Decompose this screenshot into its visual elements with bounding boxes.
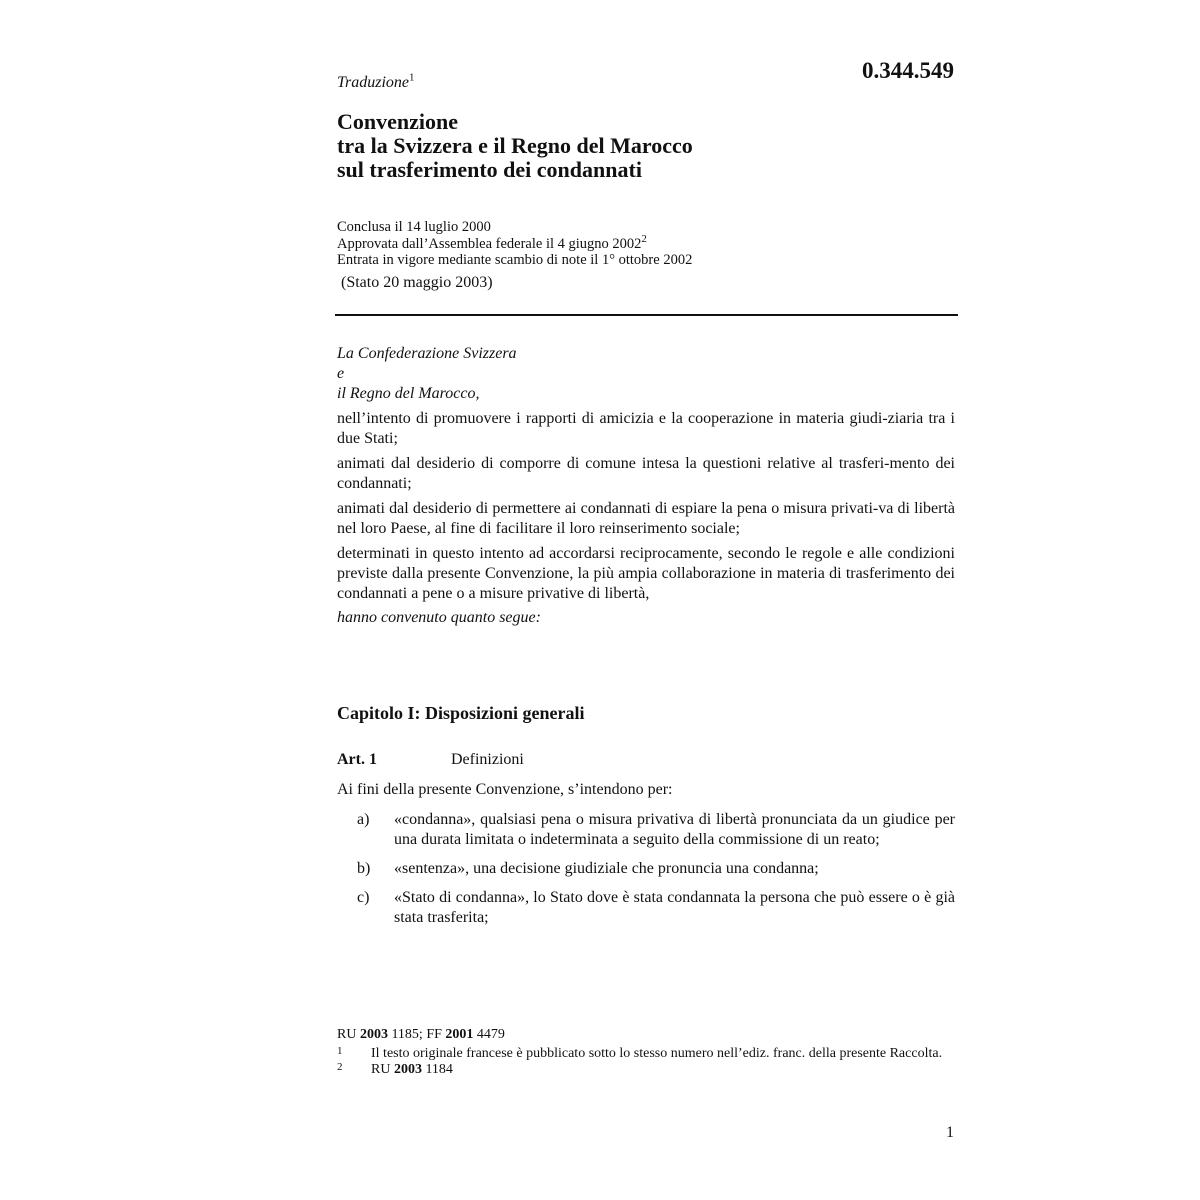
- article-title: Definizioni: [451, 751, 524, 768]
- footnotes: [337, 1046, 957, 1078]
- title-line-3: sul trasferimento dei condannati: [337, 157, 642, 182]
- article-intro: Ai fini della presente Convenzione, s’intendono per:: [337, 781, 673, 798]
- entry-into-force: Entrata in vigore mediante scambio di note il 1° ottobre 2002: [337, 252, 693, 268]
- preamble-paragraph-3: animati dal desiderio di permettere ai condannati di espiare la pena o misura privati-va di libertà nel loro Paese, al fine di facilitare il loro reinserimento sociale;: [337, 500, 955, 537]
- list-item-letter: b): [357, 860, 371, 877]
- footnote-ref-1[interactable]: 1: [409, 71, 415, 84]
- footnote-number: 2: [337, 1061, 343, 1073]
- list-item: [357, 810, 955, 850]
- approved-date: [337, 232, 957, 253]
- ru-year: 2003: [359, 1027, 388, 1042]
- footnote-number: 1: [337, 1045, 343, 1057]
- translation-text: Traduzione: [337, 74, 410, 91]
- document-metadata: [337, 219, 957, 269]
- party-2: il Regno del Marocco,: [337, 385, 480, 402]
- ru-number: 1185; FF: [391, 1027, 442, 1042]
- list-item: [357, 888, 955, 928]
- list-item-text: «condanna», qualsiasi pena o misura privativa di libertà pronunciata da un giudice per una durata limitata o indeterminata a seguito della commissione di un reato;: [394, 811, 955, 848]
- preamble: [337, 344, 955, 628]
- footnote-ru-year: 2003: [393, 1062, 422, 1077]
- document-title: [337, 110, 957, 182]
- ru-label: RU: [337, 1027, 357, 1042]
- party-conjunction: e: [337, 365, 345, 382]
- list-item-text: «Stato di condanna», lo Stato dove è stata condannata la persona che può essere o è già stata trasferita;: [394, 889, 955, 926]
- page-number: 1: [946, 1124, 954, 1141]
- ff-year: 2001: [445, 1027, 474, 1042]
- preamble-paragraph-2: animati dal desiderio di comporre di comune intesa la questioni relative al trasferi-mento dei condannati;: [337, 455, 955, 492]
- footnote-ru-number: 1184: [425, 1062, 453, 1077]
- footnote-ru-label: RU: [371, 1062, 391, 1077]
- list-item-text: «sentenza», una decisione giudiziale che pronuncia una condanna;: [394, 860, 819, 877]
- chapter-heading: Capitolo I: Disposizioni generali: [337, 703, 585, 723]
- list-item: [357, 859, 955, 879]
- header-divider: [335, 314, 958, 316]
- list-item-letter: c): [357, 889, 370, 906]
- article-number: Art. 1: [337, 751, 377, 768]
- list-item-letter: a): [357, 811, 370, 828]
- preamble-paragraph-1: nell’intento di promuovere i rapporti di amicizia e la cooperazione in materia giudi-ziaria tra i due Stati;: [337, 410, 955, 447]
- footnote-1: [337, 1046, 957, 1062]
- translation-label: [337, 71, 415, 92]
- preamble-closing: hanno convenuto quanto segue:: [337, 609, 541, 626]
- sr-number: 0.344.549: [862, 58, 954, 83]
- footnote-text: [371, 1062, 957, 1078]
- preamble-paragraph-4: determinati in questo intento ad accordarsi reciprocamente, secondo le regole e alle condizioni previste dalla presente Convenzione, la più ampia collaborazione in materia di trasferimento dei condannati a pene o a misure privative di libertà,: [337, 545, 955, 602]
- title-line-2: tra la Svizzera e il Regno del Marocco: [337, 133, 693, 158]
- footnote-text: Il testo originale francese è pubblicato sotto lo stesso numero nell’ediz. franc. della presente Raccolta.: [371, 1046, 943, 1061]
- footnote-2: [337, 1062, 957, 1078]
- status-date: (Stato 20 maggio 2003): [341, 274, 493, 291]
- party-1: La Confederazione Svizzera: [337, 345, 517, 362]
- approved-text: Approvata dall’Assemblea federale il 4 giugno 2002: [337, 235, 642, 252]
- concluded-date: Conclusa il 14 luglio 2000: [337, 219, 491, 235]
- title-line-1: Convenzione: [337, 109, 458, 134]
- article-heading: [337, 751, 955, 769]
- definition-list: [357, 810, 955, 937]
- ff-number: 4479: [476, 1027, 505, 1042]
- publication-reference: [337, 1027, 505, 1043]
- footnote-ref-2[interactable]: 2: [641, 232, 647, 245]
